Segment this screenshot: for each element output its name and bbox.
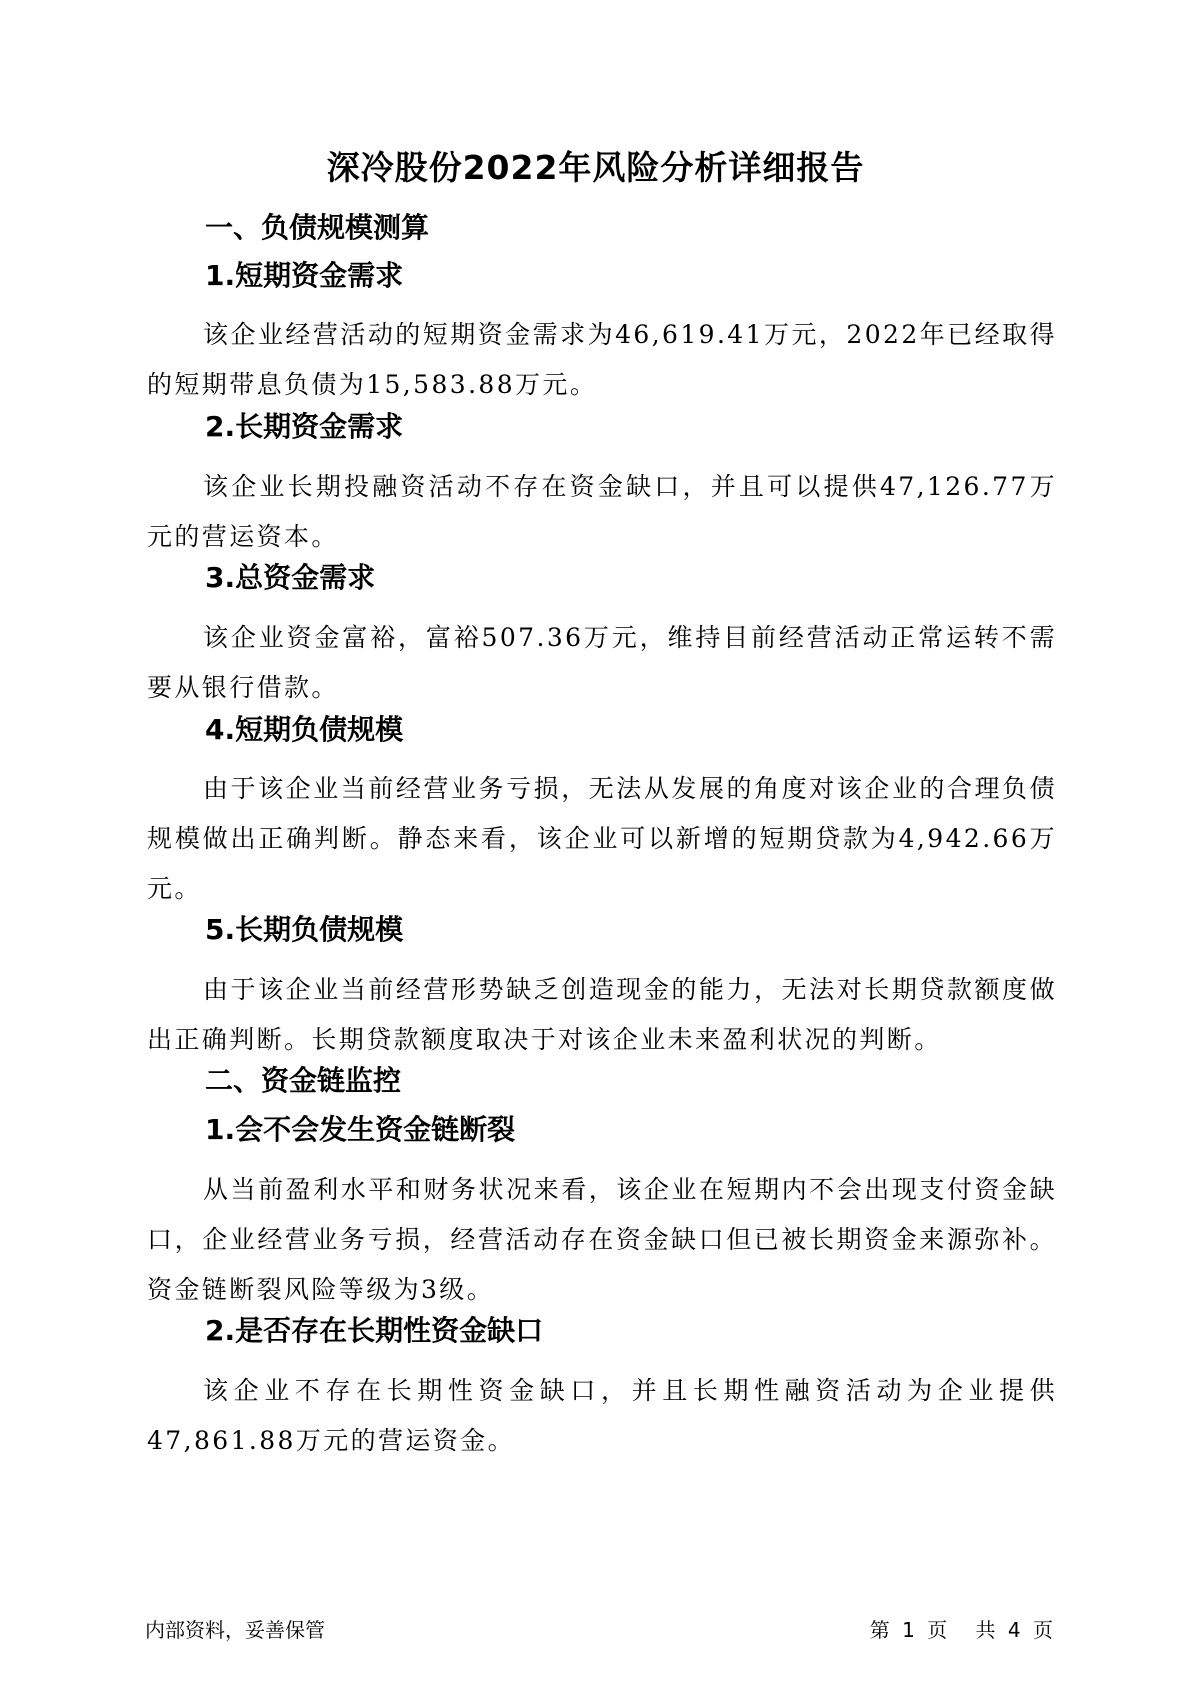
footer-page-indicator xyxy=(870,1616,1053,1644)
subsection-heading-1-2: 2.长期资金需求 xyxy=(205,410,404,443)
page-number: 1 xyxy=(902,1618,915,1642)
subsection-heading-1-1: 1.短期资金需求 xyxy=(205,259,404,292)
footer-confidential-note: 内部资料，妥善保管 xyxy=(145,1618,325,1642)
paragraph-1-2: 该企业长期投融资活动不存在资金缺口，并且可以提供47,126.77万元的营运资本。 xyxy=(147,472,1057,551)
page-suffix: 页 xyxy=(1033,1618,1053,1642)
page-prefix: 第 xyxy=(869,1618,890,1642)
paragraph-2-1: 从当前盈利水平和财务状况来看，该企业在短期内不会出现支付资金缺口，企业经营业务亏损，经营活动存在资金缺口但已被长期资金来源弥补。资金链断裂风险等级为3级。 xyxy=(147,1175,1057,1304)
section-heading-2: 二、资金链监控 xyxy=(205,1064,402,1097)
subsection-heading-1-5: 5.长期负债规模 xyxy=(205,913,404,946)
total-prefix: 共 xyxy=(975,1618,996,1642)
paragraph-1-5: 由于该企业当前经营形势缺乏创造现金的能力，无法对长期贷款额度做出正确判断。长期贷款额度取决于对该企业未来盈利状况的判断。 xyxy=(147,975,1057,1054)
page-mid: 页 xyxy=(927,1618,948,1642)
subsection-heading-1-3: 3.总资金需求 xyxy=(205,561,376,594)
subsection-heading-2-2: 2.是否存在长期性资金缺口 xyxy=(205,1314,544,1347)
paragraph-1-4: 由于该企业当前经营业务亏损，无法从发展的角度对该企业的合理负债规模做出正确判断。静态来看，该企业可以新增的短期贷款为4,942.66万元。 xyxy=(147,774,1057,903)
subsection-heading-2-1: 1.会不会发生资金链断裂 xyxy=(205,1113,516,1146)
paragraph-1-1: 该企业经营活动的短期资金需求为46,619.41万元，2022年已经取得的短期带息负债为15,583.88万元。 xyxy=(147,320,1057,399)
section-heading-1: 一、负债规模测算 xyxy=(205,211,430,244)
subsection-heading-1-4: 4.短期负债规模 xyxy=(205,713,404,746)
paragraph-2-2: 该企业不存在长期性资金缺口，并且长期性融资活动为企业提供47,861.88万元的营运资金。 xyxy=(147,1376,1057,1455)
page-title: 深冷股份2022年风险分析详细报告 xyxy=(326,148,865,187)
total-pages: 4 xyxy=(1007,1618,1021,1642)
paragraph-1-3: 该企业资金富裕，富裕507.36万元，维持目前经营活动正常运转不需要从银行借款。 xyxy=(147,623,1057,702)
